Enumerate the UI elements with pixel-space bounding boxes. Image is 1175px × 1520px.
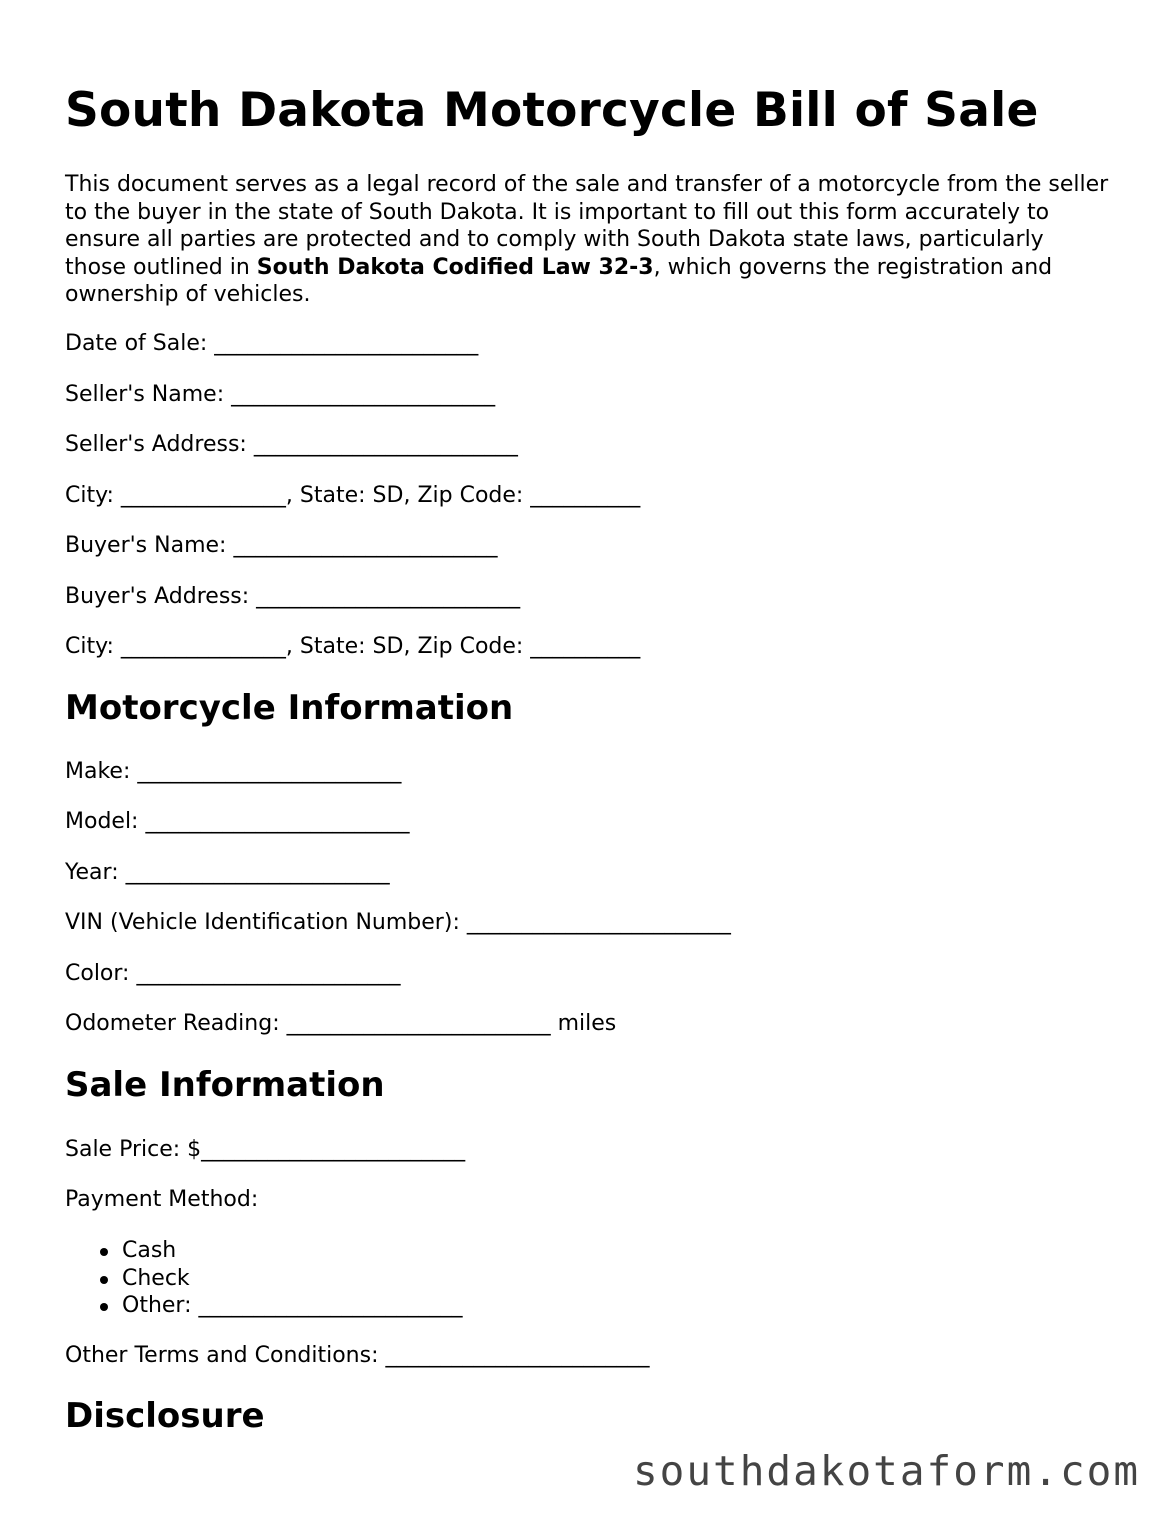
seller-address-field: Seller's Address: ________________________ <box>65 432 518 457</box>
buyer-address-field: Buyer's Address: ________________________ <box>65 584 521 609</box>
sale-information-heading: Sale Information <box>65 1065 385 1105</box>
intro-law-reference: South Dakota Codified Law 32-3 <box>256 254 654 280</box>
color-field: Color: ________________________ <box>65 961 401 986</box>
intro-paragraph <box>65 171 1110 309</box>
seller-city-state-zip-field: City: _______________, State: SD, Zip Code: __________ <box>65 483 641 508</box>
other-terms-field: Other Terms and Conditions: ________________________ <box>65 1343 650 1368</box>
motorcycle-information-heading: Motorcycle Information <box>65 688 514 728</box>
intro-text-end: , which governs the registration and ownership of vehicles. <box>65 254 1053 307</box>
payment-option-label: Other: ________________________ <box>122 1293 463 1318</box>
make-field: Make: ________________________ <box>65 759 402 784</box>
payment-method-label: Payment Method: <box>65 1187 259 1212</box>
payment-option-label: Check <box>122 1265 190 1291</box>
payment-option-check <box>65 1265 462 1293</box>
model-field: Model: ________________________ <box>65 809 410 834</box>
year-field: Year: ________________________ <box>65 860 390 885</box>
vin-field: VIN (Vehicle Identification Number): ________________________ <box>65 910 731 935</box>
bullet-icon <box>100 1303 108 1311</box>
document-title: South Dakota Motorcycle Bill of Sale <box>65 83 1039 138</box>
bullet-icon <box>100 1248 108 1256</box>
intro-text-start: This document serves as a legal record of the sale and transfer of a motorcycle from the seller to the buyer in the state of South Dakota. It is important to fill out this form accurately to ensure all parties are protected and to comply with South Dakota state laws, particularly those outlined in <box>65 172 1109 280</box>
watermark: southdakotaform.com <box>633 1447 1140 1495</box>
seller-name-field: Seller's Name: ________________________ <box>65 382 496 407</box>
payment-option-other <box>65 1292 462 1320</box>
payment-option-label: Cash <box>122 1238 177 1263</box>
disclosure-heading: Disclosure <box>65 1396 265 1436</box>
buyer-name-field: Buyer's Name: ________________________ <box>65 533 498 558</box>
bullet-icon <box>100 1276 108 1284</box>
payment-method-list <box>65 1237 462 1320</box>
date-of-sale-field: Date of Sale: ________________________ <box>65 331 479 356</box>
payment-option-cash <box>65 1237 462 1265</box>
buyer-city-state-zip-field: City: _______________, State: SD, Zip Code: __________ <box>65 634 641 659</box>
odometer-field: Odometer Reading: ________________________ miles <box>65 1011 617 1036</box>
sale-price-field: Sale Price: $________________________ <box>65 1137 466 1162</box>
